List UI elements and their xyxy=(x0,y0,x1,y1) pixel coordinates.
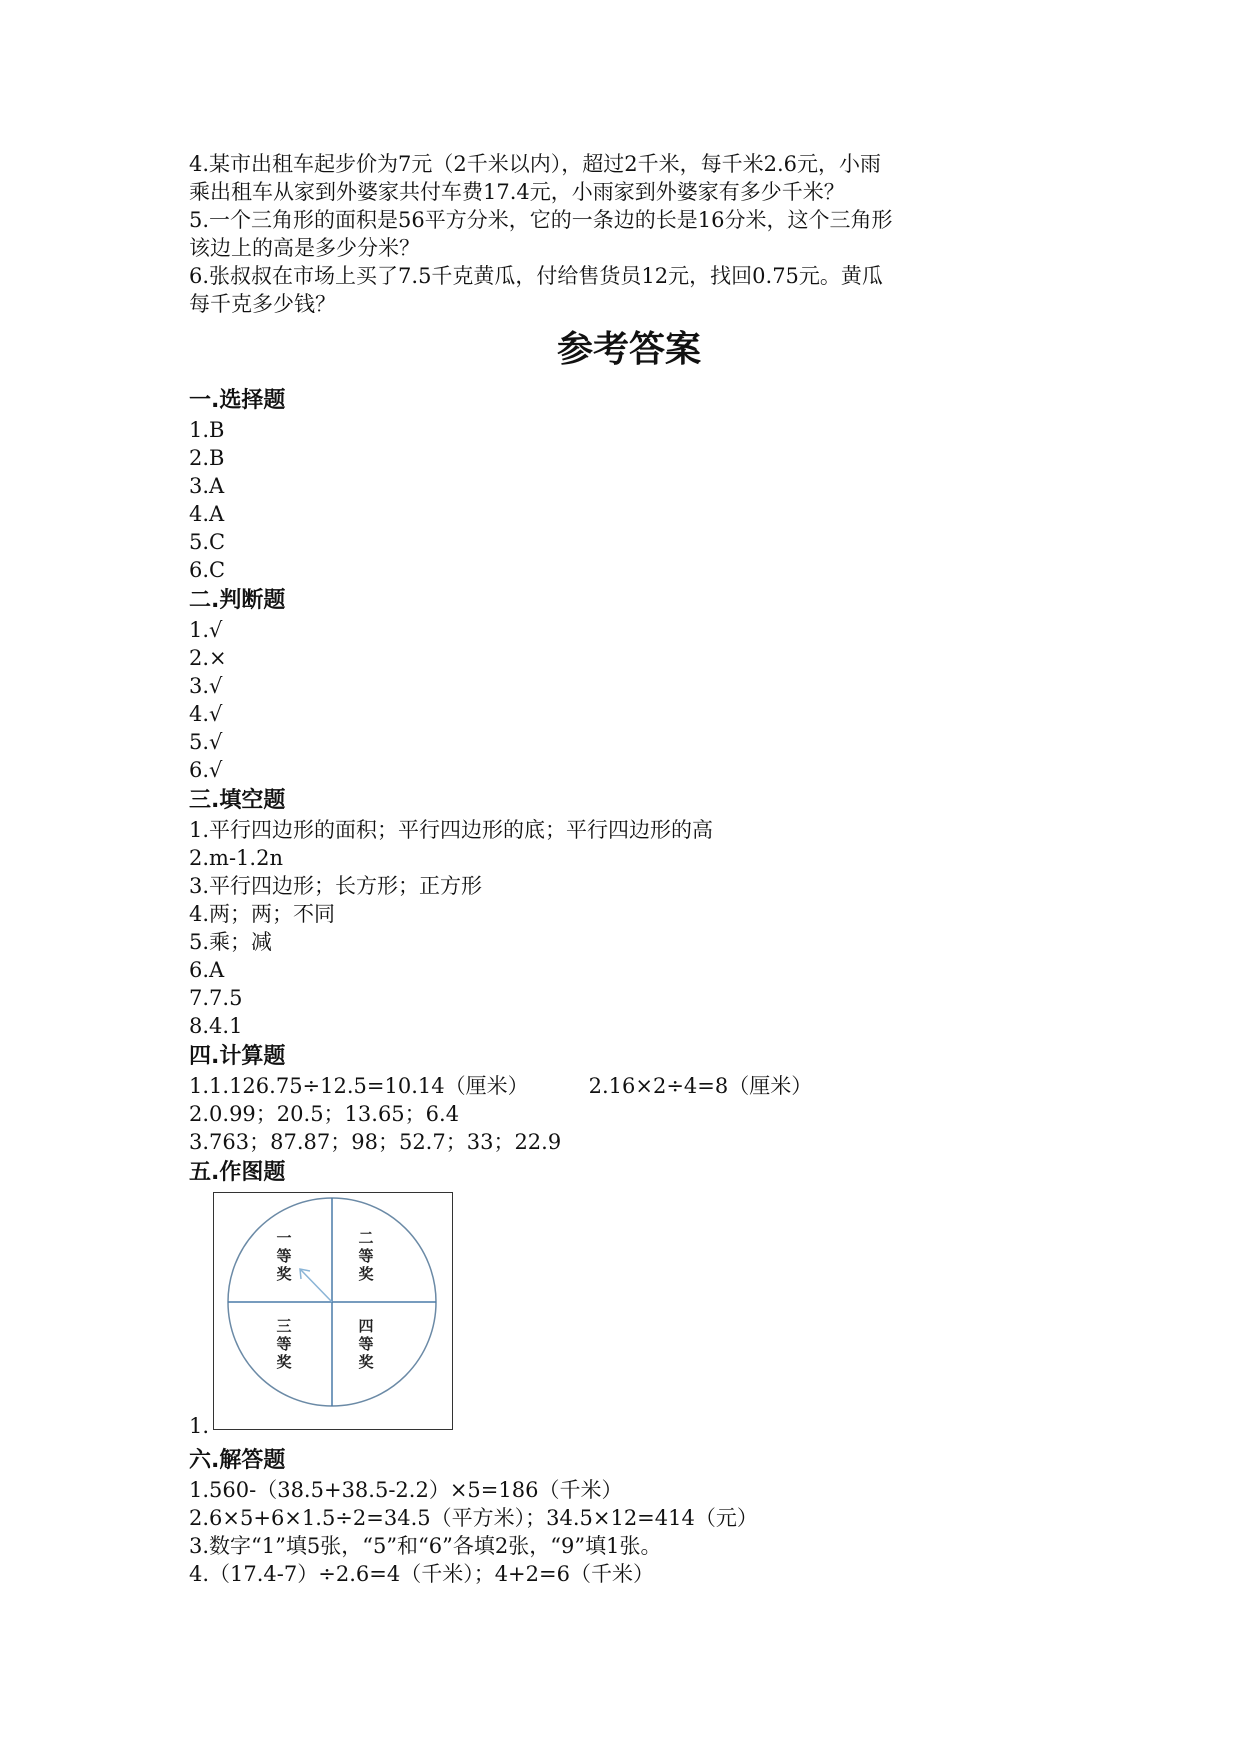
prize-char: 奖 xyxy=(358,1353,374,1371)
answer-item: 5.C xyxy=(189,530,226,554)
problem-line: 6.张叔叔在市场上买了7.5千克黄瓜，付给售货员12元，找回0.75元。黄瓜 xyxy=(189,264,883,288)
problem-line: 5.一个三角形的面积是56平方分米，它的一条边的长是16分米，这个三角形 xyxy=(189,208,893,232)
answer-item: 6.A xyxy=(189,958,225,982)
prize-char: 奖 xyxy=(276,1353,292,1371)
answer-item: 2.0.99；20.5；13.65；6.4 xyxy=(189,1102,460,1126)
answer-item: 5.√ xyxy=(189,730,223,754)
answer-item: 2.6×5+6×1.5÷2=34.5（平方米）；34.5×12=414（元） xyxy=(189,1506,758,1530)
answer-item: 3.763；87.87；98；52.7；33；22.9 xyxy=(189,1130,562,1154)
problem-line: 4.某市出租车起步价为7元（2千米以内），超过2千米，每千米2.6元，小雨 xyxy=(189,152,882,176)
prize-char: 二 xyxy=(358,1229,374,1247)
prize-char: 奖 xyxy=(276,1265,292,1283)
figure-number: 1. xyxy=(189,1414,210,1438)
prize-char: 等 xyxy=(358,1247,374,1265)
answer-title: 参考答案 xyxy=(556,329,701,370)
pointer-arrow xyxy=(300,1269,332,1302)
answer-item: 2.× xyxy=(189,646,227,670)
answer-item: 3.平行四边形；长方形；正方形 xyxy=(189,874,483,898)
section-heading: 六.解答题 xyxy=(189,1448,286,1473)
answer-item: 3.数字“1”填5张，“5”和“6”各填2张，“9”填1张。 xyxy=(189,1534,662,1558)
answer-item: 1.√ xyxy=(189,618,223,642)
answer-item: 4.两；两；不同 xyxy=(189,902,336,926)
problem-line: 乘出租车从家到外婆家共付车费17.4元，小雨家到外婆家有多少千米？ xyxy=(189,180,845,204)
answer-item: 3.√ xyxy=(189,674,223,698)
section-heading: 一.选择题 xyxy=(189,388,286,413)
prize-char: 三 xyxy=(276,1317,292,1335)
answer-item: 2.m-1.2n xyxy=(189,846,283,870)
prize-char: 等 xyxy=(276,1335,292,1353)
answer-item: 4.（17.4-7）÷2.6=4（千米）；4+2=6（千米） xyxy=(189,1562,654,1586)
answer-item: 6.√ xyxy=(189,758,223,782)
answer-item xyxy=(189,1072,1069,1100)
answer-item: 1.B xyxy=(189,418,225,442)
problem-line: 每千克多少钱？ xyxy=(189,292,336,316)
answer-item: 3.A xyxy=(189,474,225,498)
answer-item: 4.A xyxy=(189,502,225,526)
prize-char: 一 xyxy=(276,1229,292,1247)
answer-item: 1.560-（38.5+38.5-2.2）×5=186（千米） xyxy=(189,1478,623,1502)
answer-item: 1.平行四边形的面积；平行四边形的底；平行四边形的高 xyxy=(189,818,714,842)
figure-row xyxy=(189,1192,1069,1444)
section-heading: 四.计算题 xyxy=(189,1044,286,1069)
section-heading: 三.填空题 xyxy=(189,788,286,813)
section-heading: 二.判断题 xyxy=(189,588,286,613)
prize-wheel-svg xyxy=(214,1193,452,1429)
answer-item: 2.B xyxy=(189,446,225,470)
prize-wheel-figure xyxy=(213,1192,453,1430)
answer-item: 4.√ xyxy=(189,702,223,726)
prize-char: 等 xyxy=(358,1335,374,1353)
prize-char: 等 xyxy=(276,1247,292,1265)
prize-char: 四 xyxy=(358,1317,374,1335)
answer-item: 5.乘；减 xyxy=(189,930,273,954)
section-heading: 五.作图题 xyxy=(189,1160,286,1185)
prize-char: 奖 xyxy=(358,1265,374,1283)
answer-part: 1.1.126.75÷12.5=10.14（厘米） xyxy=(189,1074,529,1098)
document-page xyxy=(189,150,1069,1588)
answer-item: 7.7.5 xyxy=(189,986,243,1010)
answer-part: 2.16×2÷4=8（厘米） xyxy=(588,1074,813,1098)
problem-line: 该边上的高是多少分米？ xyxy=(189,236,420,260)
answer-item: 8.4.1 xyxy=(189,1014,243,1038)
answer-item: 6.C xyxy=(189,558,226,582)
